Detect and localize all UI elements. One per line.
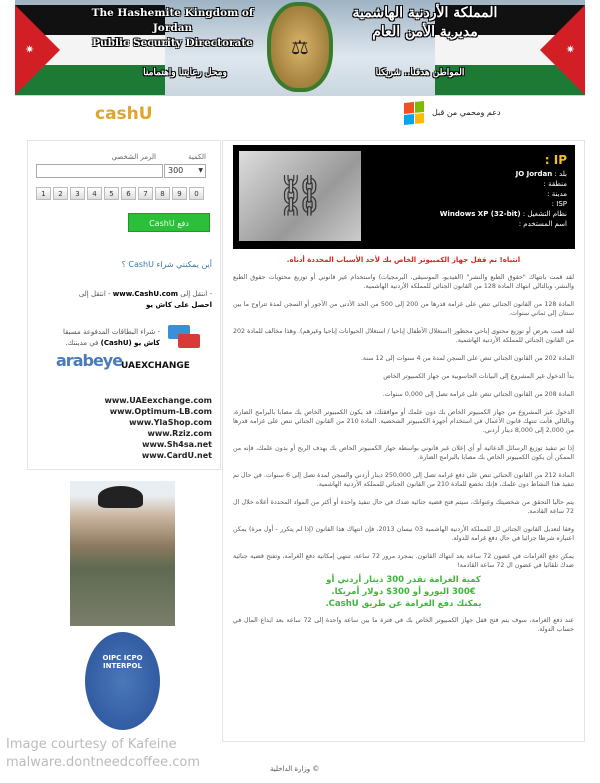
vendor-link[interactable]: www.Rziz.com xyxy=(147,429,212,438)
city-row: مدينة : xyxy=(547,190,567,198)
quantity-label: الكمية xyxy=(188,153,206,161)
step-2: - شراء البطاقات المدفوعة مسبقا كاش يو (CashU) في مدينتك. xyxy=(63,328,160,347)
isp-row: ISP : xyxy=(551,200,567,208)
footer-copyright: © وزارة الداخلية xyxy=(270,765,320,773)
code-label: الرمز الشخصي xyxy=(111,153,156,161)
paragraph: يمكن دفع الغرامات في غضون 72 ساعة بعد انتهاك القانون. بمجرد مرور 72 ساعة، تنتهي إمكانية دفع الغرامة، وتفتح قضية جنائية ضدك تلقائيا في غضون ال 72 ساعة القادمة! xyxy=(233,553,574,569)
watermark: Image courtesy of Kafeine malware.dontneedcoffee.com xyxy=(6,737,201,770)
closing-paragraph: عند دفع الغرامة، سوف يتم فتح قفل جهاز الكمبيوتر الخاص بك في فترة ما بين ساعة واحدة إلى 72 ساعة بعد ايداع المال في حساب الدولة. xyxy=(233,617,574,633)
key-8[interactable]: 8 xyxy=(155,187,170,200)
prepaid-cards-icon xyxy=(168,325,202,349)
vendor-link[interactable]: www.UAEexchange.com xyxy=(104,396,212,405)
vendor-link[interactable]: www.Sh4sa.net xyxy=(142,440,212,449)
keypad xyxy=(36,187,204,200)
vendor-link[interactable]: www.YlaShop.com xyxy=(129,418,212,427)
key-9[interactable]: 9 xyxy=(172,187,187,200)
jordan-flag-right: ✷ xyxy=(435,5,585,95)
key-2[interactable]: 2 xyxy=(53,187,68,200)
paragraph: المادة 208 من القانون الجنائي تنص على غرامة تصل إلى 0,000 سنوات. xyxy=(382,391,574,398)
banner-slogan-right: المواطن هدفنا.. شريكنا xyxy=(375,68,465,78)
banner-title-en-2: Public Security Directorate xyxy=(92,37,253,49)
key-3[interactable]: 3 xyxy=(70,187,85,200)
where-to-buy-title: أين يمكنني شراء CashU ؟ xyxy=(121,260,212,269)
pay-cashu-button[interactable]: دفع CashU xyxy=(128,213,210,232)
key-4[interactable]: 4 xyxy=(87,187,102,200)
paragraph: يتم حاليا التحقق من شخصيتك وعنوانك، سيتم فتح قضية جنائية ضدك في حال تنفيذ واحدة أو أكثر من المواد المحددة أعلاه خلال ال 72 ساعة القادمة. xyxy=(233,499,574,515)
paragraph: المادة 212 من القانون الجنائي تنص على دفع غرامة تصل إلى 250,000 دينار أردني والسجن لمدة تصل إلى 6 سنوات. في حال تم تنفيذ هذا النشاط دون علمك، فإنك تخضع للمادة 210 من القانون الجنائي للمملكة الأردنية الهاشمية. xyxy=(233,472,574,488)
main-content xyxy=(222,140,585,742)
paragraph: إذا تم تنفيذ توزيع الرسائل الدعائية أو أي إعلان غير قانوني بواسطة جهاز الكمبيوتر الخاص بك بهدف الربح أو بدون علمك، فإنه من الممكن أن يكون الكمبيوتر الخاص بك مصابا بالبرامج الضارة. xyxy=(233,445,574,461)
banner-title-ar-1: المملكة الأردنية الهاشمية xyxy=(352,5,498,21)
key-0[interactable]: 0 xyxy=(189,187,204,200)
chevron-down-icon: ▼ xyxy=(198,167,203,174)
cashu-logo: cashU xyxy=(95,104,153,124)
banner-title-en-1: The Hashemite Kingdom of Jordan xyxy=(91,7,254,34)
paragraph: لقد قمت بعرض أو توزيع محتوى إباحي محظور (استغلال الأطفال إباحيا / استغلال الحيوانات إباحيا وغيرهم). وهذا مخالف للمادة 202 من القانون الجنائي للمملكة الأردنية الهاشمية. xyxy=(233,328,574,344)
windows-logo-icon xyxy=(404,101,424,125)
paragraph: الدخول غير المشروع من جهاز الكمبيوتر الخاص بك دون علمك أو موافقتك، قد يكون الكمبيوتر الخاص بك مصابا بالبرامج الضارة، وبالتالي فأنت تنتهك قانون الأعمال في استخدام أجهزة الكمبيوتر الشخصية. المادة 210 من القانون الجنائي تنص على غرامة قدرها من 2,000 إلى 8,000 دينار أردني. xyxy=(233,409,574,434)
jordan-flag-left: ✷ xyxy=(15,5,165,95)
arabeye-logo: arabeye xyxy=(56,351,123,370)
username-row: اسم المستخدم : xyxy=(518,220,567,228)
king-photo xyxy=(70,481,175,626)
paragraph: لقد قمت بانتهاك "حقوق الطبع والنشر" (الفيديو، الموسيقى، البرمجيات) واستخدام غير قانوني أو توزيع محتويات حقوق الطبع والنشر، وبالتالي انتهاك المادة 128 من القانون الجنائي للمملكة الأردنية الهاشمية. xyxy=(233,274,574,290)
paragraph: المادة 128 من القانون الجنائي تنص على غرامة قدرها من 200 إلى 500 من الحد الأدنى من الأجور أو السجن لمدة تتراوح ما بين سنتان إلى ثماني سنوات. xyxy=(233,301,574,317)
banner-title-ar-2: مديرية الأمن العام xyxy=(372,24,478,40)
personal-code-input[interactable] xyxy=(36,164,163,178)
system-info-box xyxy=(233,145,575,249)
step-1: - انتقل إلى www.CashU.com - انتقل إلى احصل على كاش يو xyxy=(78,290,212,309)
windows-support-text: دعم ومحمي من قبل xyxy=(432,108,501,117)
banner-slogan-left: ومحل رعايتنا واهتمامنا xyxy=(143,68,227,78)
os-row: نظام التشغيل : Windows XP (32-bit) xyxy=(439,210,567,218)
paragraph: المادة 202 من القانون الجنائي تنص على السجن لمدة من 4 سنوات إلى 12 سنة. xyxy=(360,355,574,362)
ip-label: IP : xyxy=(544,153,567,167)
interpol-logo: OIPC ICPO INTERPOL xyxy=(85,632,160,730)
vendor-link[interactable]: www.Optimum-LB.com xyxy=(109,407,212,416)
key-6[interactable]: 6 xyxy=(121,187,136,200)
country-row: بلد : JO Jordan xyxy=(515,170,567,178)
paragraph: بدأ الدخول غير المشروع إلى البيانات الحاسوبية من جهاز الكمبيوتر الخاص xyxy=(383,373,574,380)
quantity-select[interactable]: 300 ▼ xyxy=(164,164,206,178)
key-7[interactable]: 7 xyxy=(138,187,153,200)
key-5[interactable]: 5 xyxy=(104,187,119,200)
vendor-links xyxy=(105,395,213,461)
header-banner xyxy=(15,0,585,96)
uaexchange-logo: UAEXCHANGE xyxy=(121,361,190,371)
public-security-emblem: ⚖ xyxy=(267,2,333,92)
lock-warning: انتباه! تم قفل جهاز الكمبيوتر الخاص بك لأحد الأسباب المحددة أدناه. xyxy=(286,256,521,264)
key-1[interactable]: 1 xyxy=(36,187,51,200)
payment-panel xyxy=(27,140,221,470)
vendor-link[interactable]: www.CardU.net xyxy=(141,451,212,460)
handcuffs-image: ⛓ xyxy=(239,151,361,241)
fine-notice: كمية الغرامة تقدر 300 دينار أردني أو 300€ اليورو أو 300$ دولار أمريكا. يمكنك دفع الغرامة عن طريق CashU. xyxy=(325,575,482,609)
paragraph: وفقا لتعديل القانون الجنائي لل للمملكة الأردنية الهاشمية 03 نيسان 2013، فإن انتهاك هذا القانون (إذا لم يتكرر - أول مرة) يمكن اعتباره شرطا جزائيا في حال دفع غرامة للدولة. xyxy=(233,526,574,542)
region-row: منطقة : xyxy=(543,180,567,188)
